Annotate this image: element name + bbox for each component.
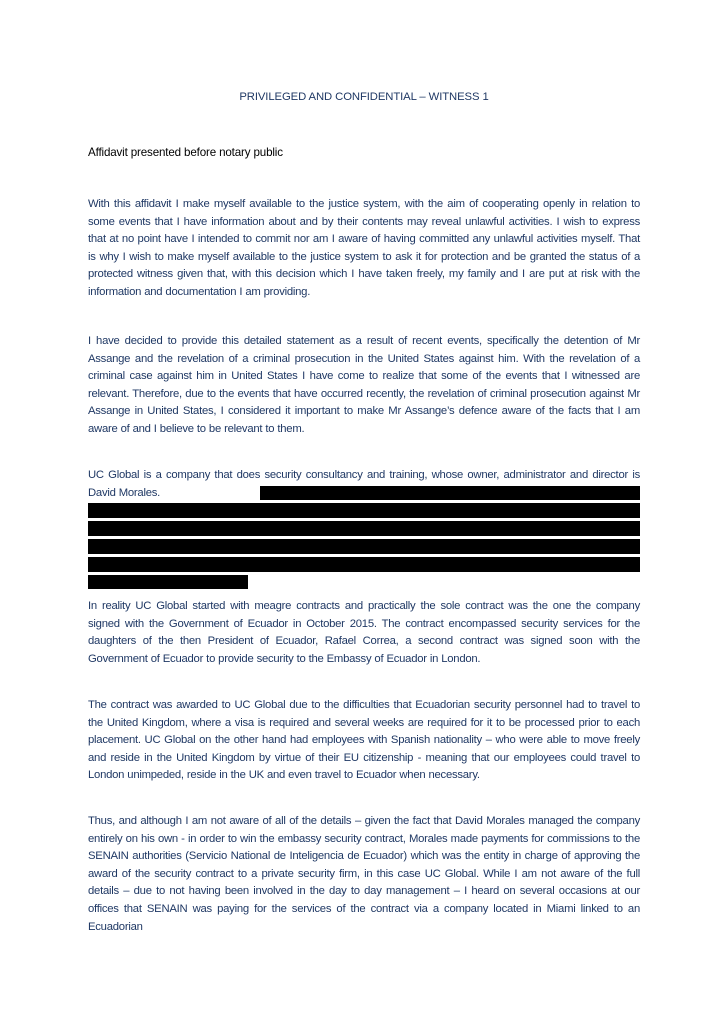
redaction-bar bbox=[88, 503, 640, 518]
redaction-bar bbox=[260, 486, 640, 500]
redaction-bar bbox=[88, 539, 640, 554]
paragraph-1: With this affidavit I make myself available to the justice system, with the aim of cooperating openly in relation to some events that I have information about and by their contents may reveal unlawful activities. I wish to express that at no point have I intended to commit nor am I aware of having committed any unlawful activities myself. That is why I wish to make myself available to the justice system to ask it for protection and be granted the status of a protected witness given that, with this decision which I have taken freely, my family and I are put at risk with the information and documentation I am providing. bbox=[88, 198, 640, 298]
redaction-bar bbox=[88, 575, 248, 589]
affidavit-heading: Affidavit presented before notary public bbox=[88, 146, 283, 159]
redaction-bar bbox=[88, 557, 640, 572]
paragraph-3: UC Global is a company that does security consultancy and training, whose owner, administrator and director is David Morales. bbox=[88, 469, 640, 499]
confidentiality-header: PRIVILEGED AND CONFIDENTIAL – WITNESS 1 bbox=[239, 91, 489, 103]
paragraph-5: The contract was awarded to UC Global due to the difficulties that Ecuadorian security personnel had to travel to the United Kingdom, where a visa is required and several weeks are required for it to be processed prior to each placement. UC Global on the other hand had employees with Spanish nationality – who were able to move freely and reside in the United Kingdom by virtue of their EU citizenship - meaning that our employees could travel to London unimpeded, reside in the UK and even travel to Ecuador when necessary. bbox=[88, 699, 640, 782]
redaction-bar bbox=[88, 521, 640, 536]
paragraph-4: In reality UC Global started with meagre contracts and practically the sole contract was the one the company signed with the Government of Ecuador in October 2015. The contract encompassed security services for the daughters of the then President of Ecuador, Rafael Correa, a second contract was signed soon with the Government of Ecuador to provide security to the Embassy of Ecuador in London. bbox=[88, 600, 640, 665]
paragraph-6: Thus, and although I am not aware of all of the details – given the fact that David Morales managed the company entirely on his own - in order to win the embassy security contract, Morales made payments for commissions to the SENAIN authorities (Servicio National de Inteligencia de Ecuador) which was the entity in charge of approving the award of the security contract to a private security firm, in this case UC Global. While I am not aware of the full details – due to not having been involved in the day to day management – I heard on several occasions at our offices that SENAIN was paying for the services of the contract via a company located in Miami linked to an Ecuadorian bbox=[88, 815, 640, 933]
paragraph-2: I have decided to provide this detailed statement as a result of recent events, specifically the detention of Mr Assange and the revelation of a criminal prosecution in the United States against him. With the revelation of a criminal case against him in United States I have come to realize that some of the events that I witnessed are relevant. Therefore, due to the events that have occurred recently, the revelation of criminal prosecution against Mr Assange in United States, I considered it important to make Mr Assange’s defence aware of the facts that I am aware of and I believe to be relevant to them. bbox=[88, 335, 640, 435]
